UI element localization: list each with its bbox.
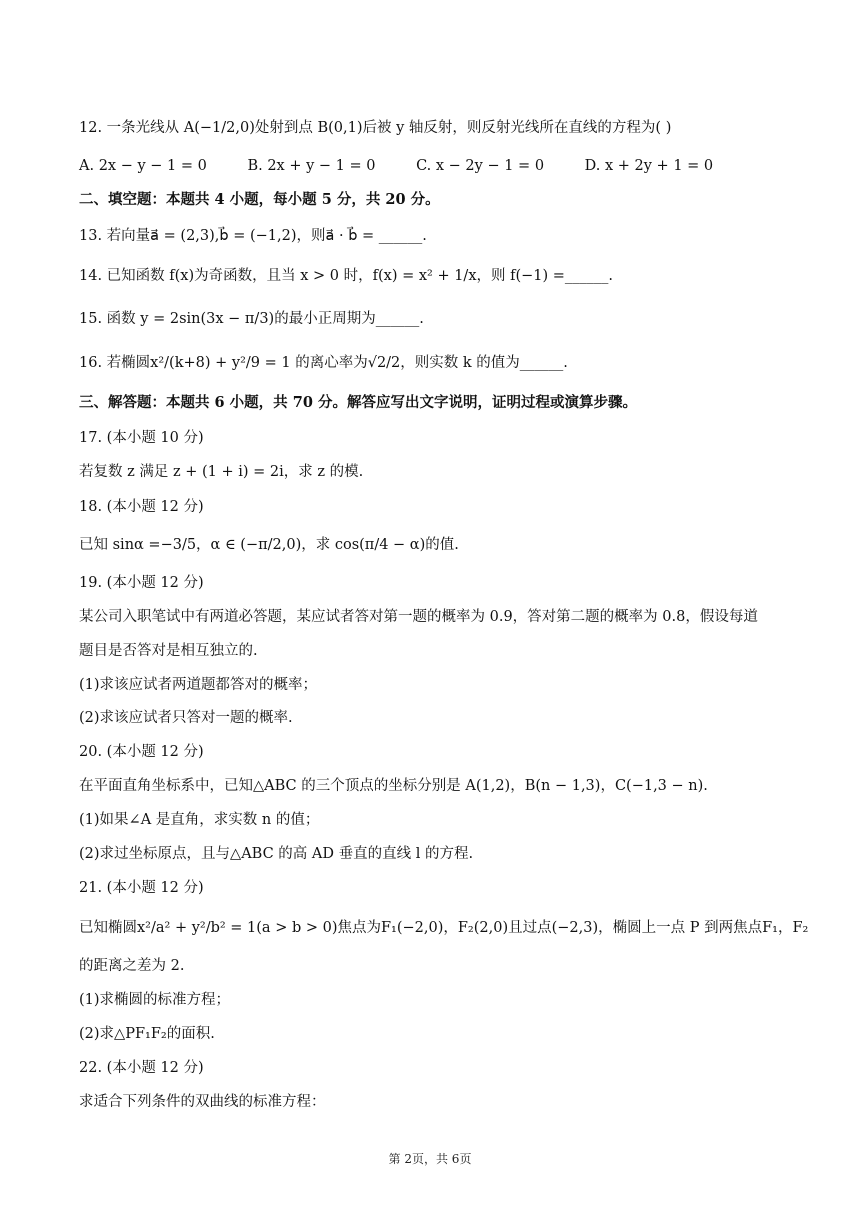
question-19-body-1: 某公司入职笔试中有两道必答题，某应试者答对第一题的概率为 0.9，答对第二题的概率为 0.8，假设每道 — [79, 609, 758, 625]
question-21-body-2: 的距离之差为 2. — [79, 958, 185, 974]
question-12-options — [79, 156, 779, 176]
question-19-part-1: (1)求该应试者两道题都答对的概率； — [79, 677, 318, 693]
question-21-part-2: (2)求△PF₁F₂的面积. — [79, 1026, 215, 1042]
option-b: B. 2x + y − 1 = 0 — [247, 158, 376, 174]
question-20-part-1: (1)如果∠A 是直角，求实数 n 的值； — [79, 812, 320, 828]
question-18-body: 已知 sinα =−3/5，α ∈ (−π/2,0)，求 cos(π/4 − α)的值. — [79, 537, 459, 553]
question-20-part-2: (2)求过坐标原点，且与△ABC 的高 AD 垂直的直线 l 的方程. — [79, 846, 474, 862]
question-16: 16. 若椭圆x²/(k+8) + y²/9 = 1 的离心率为√2/2，则实数 k 的值为______. — [79, 355, 568, 371]
section-3-heading: 三、解答题：本题共 6 小题，共 70 分。解答应写出文字说明，证明过程或演算步骤。 — [79, 394, 637, 411]
question-15: 15. 函数 y = 2sin(3x − π/3)的最小正周期为______. — [79, 311, 424, 327]
option-c: C. x − 2y − 1 = 0 — [416, 158, 545, 174]
question-17-body: 若复数 z 满足 z + (1 + i) = 2i，求 z 的模. — [79, 464, 364, 480]
option-d: D. x + 2y + 1 = 0 — [584, 158, 714, 174]
question-20-title: 20. (本小题 12 分) — [79, 744, 204, 760]
question-22-body: 求适合下列条件的双曲线的标准方程： — [79, 1094, 326, 1110]
question-14: 14. 已知函数 f(x)为奇函数，且当 x > 0 时，f(x) = x² + 1/x，则 f(−1) =______. — [79, 268, 614, 284]
question-19-title: 19. (本小题 12 分) — [79, 575, 204, 591]
question-17-title: 17. (本小题 10 分) — [79, 430, 204, 446]
question-13: 13. 若向量a⃗ = (2,3),b⃗ = (−1,2)，则a⃗ · b⃗ = ______. — [79, 228, 427, 244]
question-21-part-1: (1)求椭圆的标准方程； — [79, 992, 231, 1008]
question-12-stem: 12. 一条光线从 A(−1/2,0)处射到点 B(0,1)后被 y 轴反射，则反射光线所在直线的方程为( ) — [79, 120, 672, 136]
question-20-body: 在平面直角坐标系中，已知△ABC 的三个顶点的坐标分别是 A(1,2)，B(n − 1,3)，C(−1,3 − n). — [79, 778, 708, 794]
page-footer: 第 2页，共 6页 — [388, 1152, 472, 1166]
question-22-title: 22. (本小题 12 分) — [79, 1060, 204, 1076]
section-2-heading: 二、填空题：本题共 4 小题，每小题 5 分，共 20 分。 — [79, 191, 440, 208]
question-21-body-1: 已知椭圆x²/a² + y²/b² = 1(a > b > 0)焦点为F₁(−2,0)，F₂(2,0)且过点(−2,3)，椭圆上一点 P 到两焦点F₁，F₂ — [79, 920, 809, 936]
question-19-part-2: (2)求该应试者只答对一题的概率. — [79, 710, 293, 726]
question-21-title: 21. (本小题 12 分) — [79, 880, 204, 896]
question-19-body-2: 题目是否答对是相互独立的. — [79, 643, 258, 659]
question-18-title: 18. (本小题 12 分) — [79, 499, 204, 515]
option-a: A. 2x − y − 1 = 0 — [79, 158, 207, 174]
